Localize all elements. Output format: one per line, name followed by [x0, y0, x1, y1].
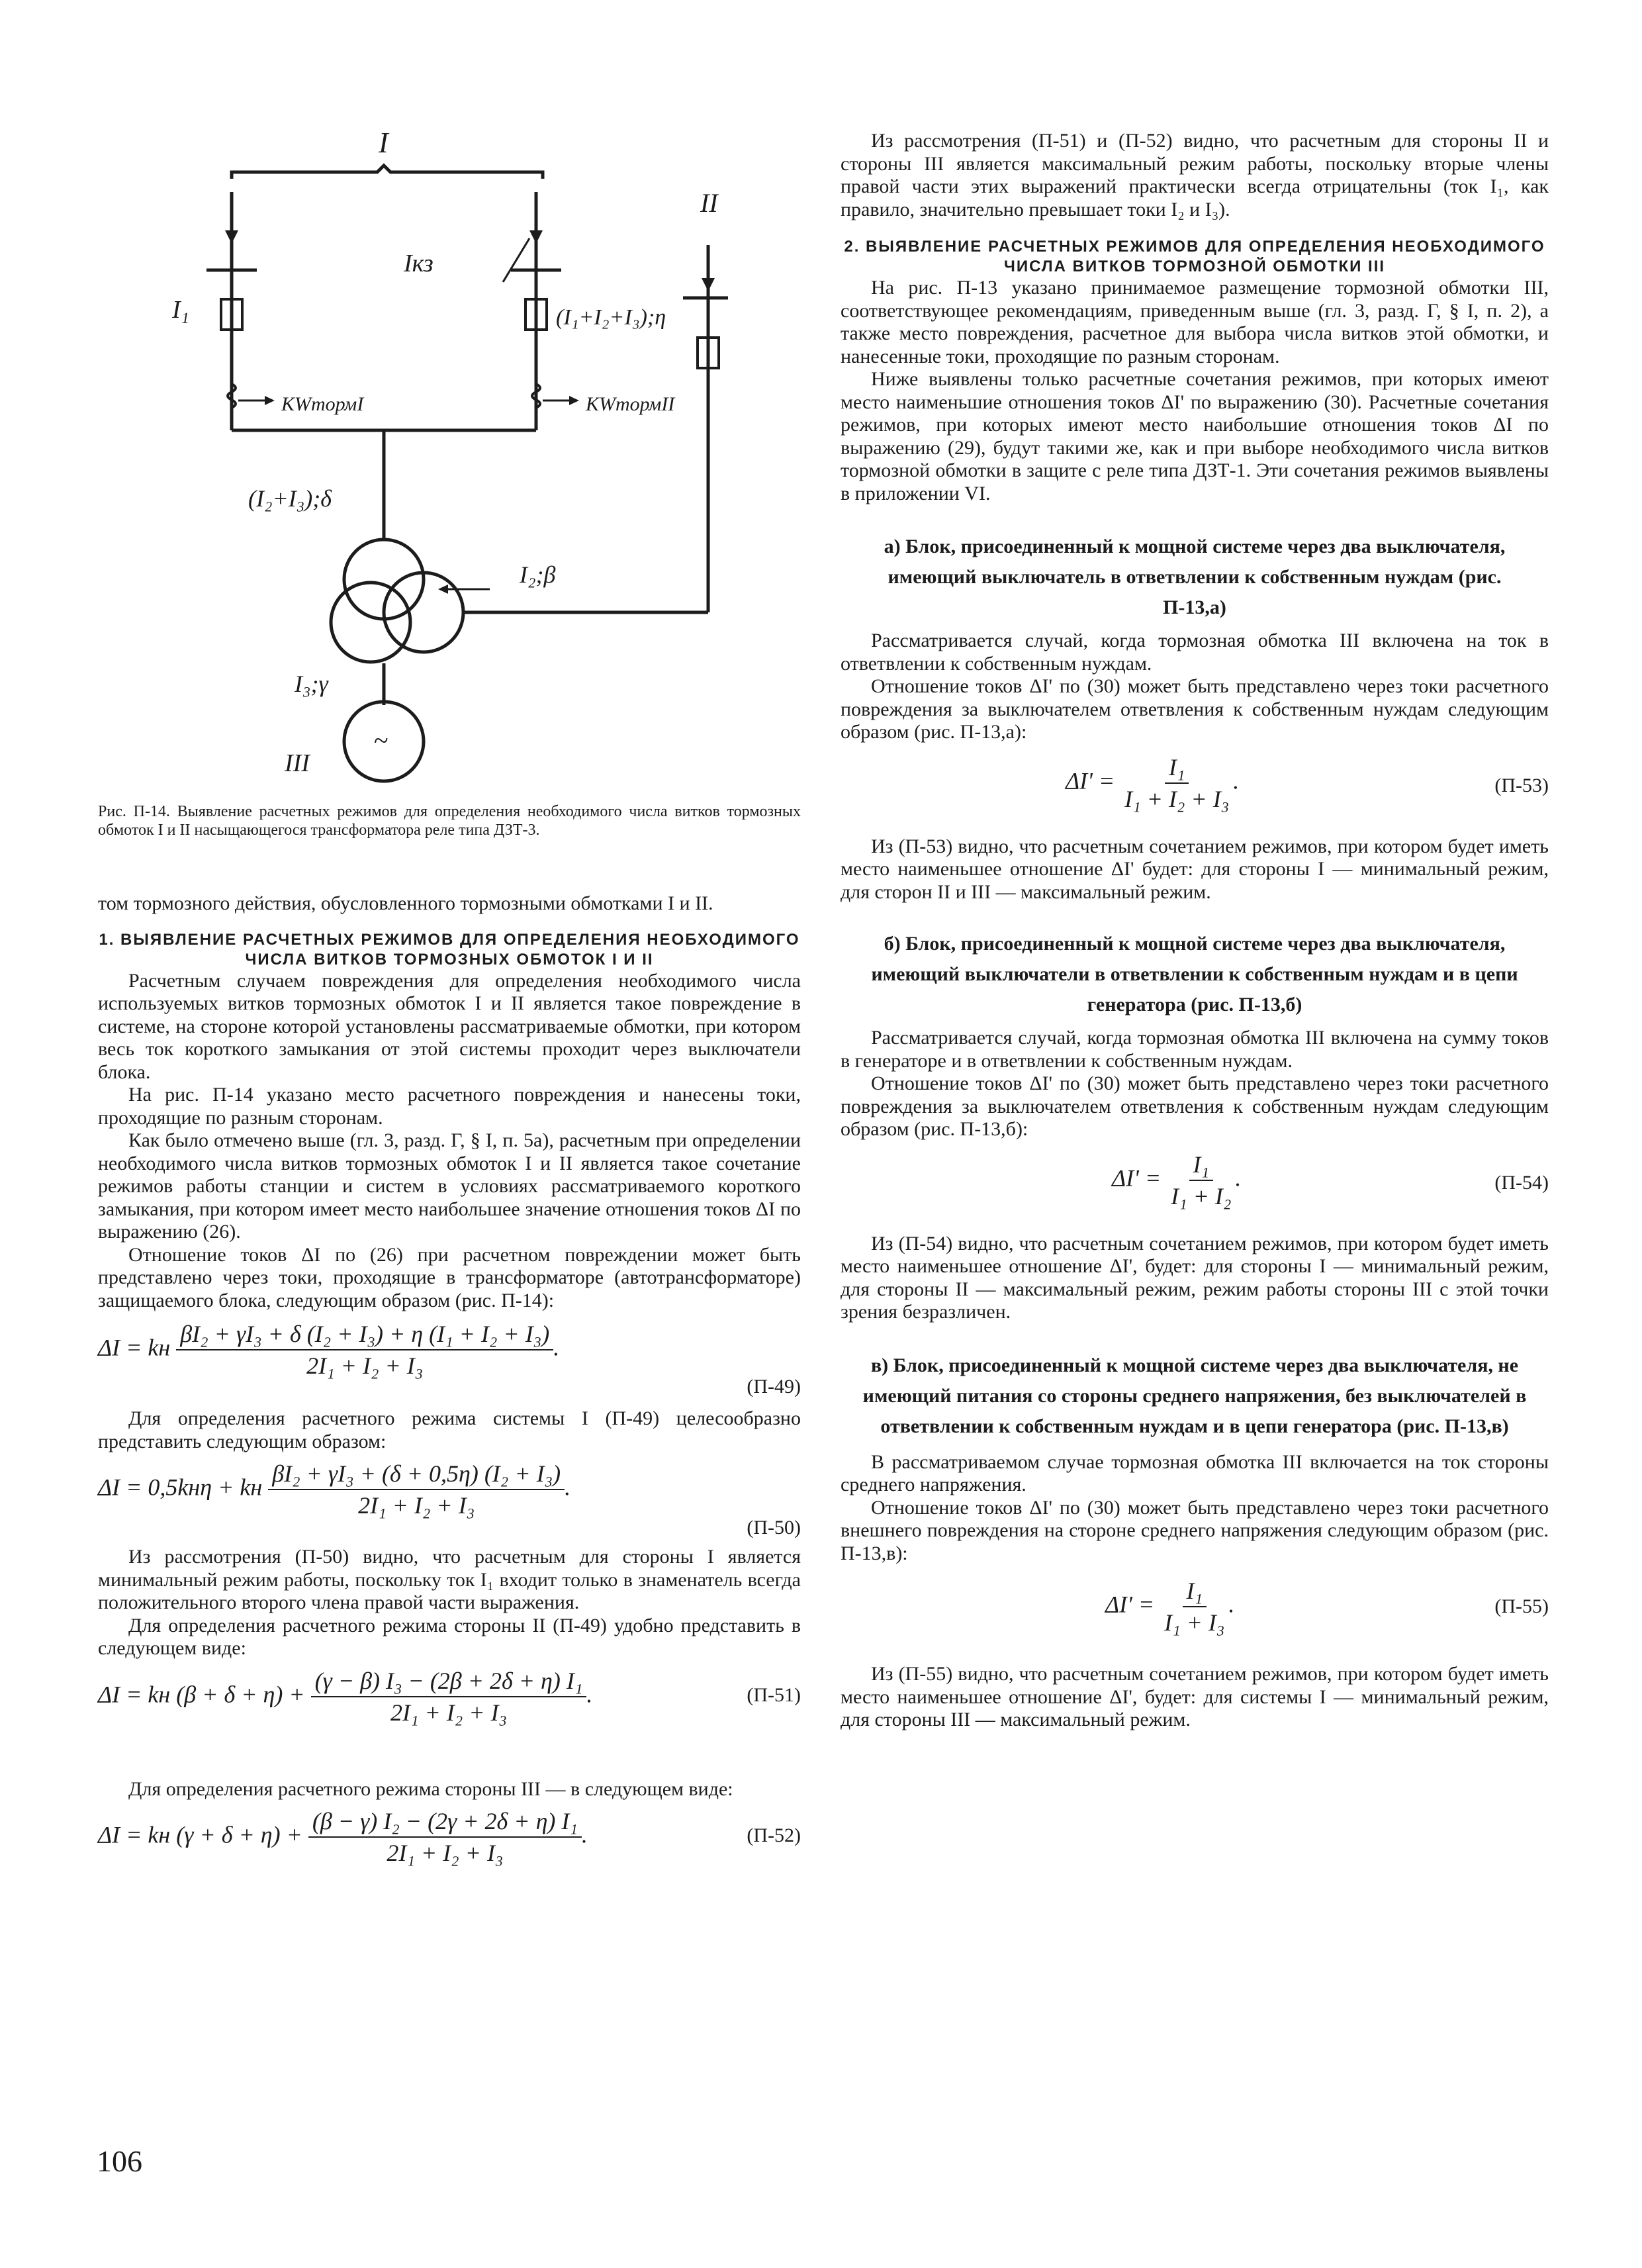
paragraph: Расчетным случаем повреждения для определения необходимого числа используемых витков тормозных обмоток I и II является такое повреждение в системе, на стороне которой установлены рассматриваемые обмотки, при котором весь ток короткого замыкания от этой системы проходит через выключатели блока.: [98, 969, 801, 1083]
paragraph: Отношение токов ΔI' по (30) может быть представлено через токи расчетного повреждения за выключателем ответвления к собственным нуждам следующим образом (рис. П-13,а):: [841, 675, 1549, 743]
subsection-heading-b: б) Блок, присоединенный к мощной системе через два выключателя, имеющий выключатели в ответвлении к собственным нуждам и в цепи генератора (рис. П-13,б): [871, 933, 1518, 1016]
subsection-heading-c: в) Блок, присоединенный к мощной системе через два выключателя, не имеющий питания со стороны среднего напряжения, без выключателей в ответвлении к собственным нуждам и в цепи генератора (рис. П-13,в): [862, 1354, 1527, 1437]
equation-number: (П-53): [1494, 774, 1549, 796]
formula-p51: ΔI = kн (β + δ + η) + $\frac{\text{(γ − β) I₃ − (2β + 2δ + η) I₁}}{\text{2I₁ + I₂ + I₃}}$ . (П-51): [98, 1667, 801, 1726]
paragraph: Рассматривается случай, когда тормозная обмотка III включена на ток в ответвлении к собственным нуждам.: [841, 630, 1549, 675]
equation-number: (П-50): [747, 1517, 801, 1538]
label-I1: I₁: [172, 296, 189, 324]
page-number: 106: [97, 2144, 142, 2178]
paragraph: Из рассмотрения (П-51) и (П-52) видно, что расчетным для стороны II и стороны III является максимальный режим работы, поскольку вторые члены правой части этих выражений практически всегда отрицательны (ток I₁, как правило, значительно превышает токи I₂ и I₃).: [841, 130, 1549, 220]
label-sum: (I₁+I₂+I₃);η: [556, 305, 666, 330]
bracket: [232, 165, 543, 179]
formula-p53: ΔI' = $\frac{\text{I₁}}{\text{I₁ + I₂ + I₃}}$ . (П-53): [1066, 753, 1549, 812]
paragraph: Рассматривается случай, когда тормозная обмотка III включена на сумму токов в генераторе и в ответвлении к собственным нуждам.: [841, 1027, 1549, 1072]
paragraph: На рис. П-14 указано место расчетного повреждения и нанесены токи, проходящие по разным сторонам.: [98, 1084, 801, 1129]
label-beta: I₂;β: [520, 561, 556, 588]
label-kw2: KWтормII: [586, 393, 675, 415]
label-kw1: KWтормI: [281, 393, 364, 415]
formula-p49: ΔI = kн $\frac{\text{βI₂ + γI₃ + δ (I₂ + I₃) + η (I₁ + I₂ + I₃)}}{\text{2I₁ + I₂ + I₃}}$ . (П-49): [98, 1321, 801, 1397]
subsection-heading-a: а) Блок, присоединенный к мощной системе через два выключателя, имеющий выключатель в ответвлении к собственным нуждам (рис. П-13,а): [884, 536, 1506, 618]
label-II: II: [700, 188, 718, 218]
paragraph: том тормозного действия, обусловленного тормозными обмотками I и II.: [98, 892, 713, 914]
paragraph: Для определения расчетного режима стороны II (П-49) удобно представить в следующем виде:: [98, 1614, 801, 1659]
generator-symbol: ~: [374, 726, 388, 755]
paragraph: Отношение токов ΔI по (26) при расчетном повреждении может быть представлено через токи, проходящие в трансформаторе (автотрансформаторе) защищаемого блока, следующим образом (рис. П-14):: [98, 1243, 801, 1311]
equation-number: (П-52): [747, 1824, 801, 1846]
section-heading-1: 1. ВЫЯВЛЕНИЕ РАСЧЕТНЫХ РЕЖИМОВ ДЛЯ ОПРЕДЕЛЕНИЯ НЕОБХОДИМОГО ЧИСЛА ВИТКОВ ТОРМОЗНЫХ ОБМОТОК I И II: [99, 930, 800, 969]
paragraph: Из (П-54) видно, что расчетным сочетанием режимов, при котором будет иметь место наименьшее отношение ΔI', будет: для стороны I — минимальный режим, для стороны II — максимальный режим, режим работы стороны III с этой точки зрения безразличен.: [841, 1232, 1549, 1323]
paragraph: В рассматриваемом случае тормозная обмотка III включается на ток стороны среднего напряжения.: [841, 1450, 1549, 1495]
paragraph: Для определения расчетного режима стороны III — в следующем виде:: [128, 1777, 733, 1800]
formula-p52: ΔI = kн (γ + δ + η) + $\frac{\text{(β − γ) I₂ − (2γ + 2δ + η) I₁}}{\text{2I₁ + I₂ + I₃}}$ . (П-52): [98, 1808, 801, 1866]
equation-number: (П-51): [747, 1683, 801, 1706]
paragraph: Для определения расчетного режима системы I (П-49) целесообразно представить следующим образом:: [98, 1407, 801, 1452]
equation-number: (П-49): [747, 1376, 801, 1397]
circuit-diagram-figure: [132, 126, 728, 794]
section-heading-2: 2. ВЫЯВЛЕНИЕ РАСЧЕТНЫХ РЕЖИМОВ ДЛЯ ОПРЕДЕЛЕНИЯ НЕОБХОДИМОГО ЧИСЛА ВИТКОВ ТОРМОЗНОЙ ОБМОТКИ III: [844, 238, 1545, 275]
paragraph: Как было отмечено выше (гл. 3, разд. Г, § I, п. 5а), расчетным при определении необходимого числа витков тормозных обмоток I и II является такое сочетание режимов работы станции и систем в условиях рассматриваемого короткого замыкания, при котором имеет место наибольшее значение отношения токов ΔI по выражению (26).: [98, 1129, 801, 1243]
figure-caption: Рис. П-14. Выявление расчетных режимов для определения необходимого числа витков тормозных обмоток I и II насыщающегося трансформатора реле типа ДЗТ-3.: [98, 803, 801, 839]
paragraph: На рис. П-13 указано принимаемое размещение тормозной обмотки III, соответствующее рекомендациям, приведенным выше (гл. 3, разд. Г, § I, п. 2), а также место повреждения, расчетное для выбора числа витков этой обмотки, и нанесенные токи, проходящие по разным сторонам.: [841, 277, 1549, 367]
paragraph: Из (П-53) видно, что расчетным сочетанием режимов, при котором будет иметь место наименьшее отношение ΔI' будет: для стороны I — минимальный режим, для сторон II и III — максимальный режим.: [841, 835, 1549, 903]
label-I: I: [379, 126, 388, 159]
formula-p55: ΔI' = $\frac{\text{I₁}}{\text{I₁ + I₃}}$ . (П-55): [1105, 1578, 1549, 1636]
label-III: III: [285, 749, 310, 777]
equation-number: (П-54): [1494, 1171, 1549, 1194]
formula-p54: ΔI' = $\frac{\text{I₁}}{\text{I₁ + I₂}}$ . (П-54): [1112, 1151, 1549, 1209]
label-gamma: I₃;γ: [295, 671, 328, 697]
equation-number: (П-55): [1494, 1595, 1549, 1617]
paragraph: Ниже выявлены только расчетные сочетания режимов, при которых имеют место наименьшие отношения токов ΔI' по выражению (30). Расчетные сочетания режимов, при которых имеют место наибольшие отношения токов ΔI по выражению (29), будут такими же, как и при выборе необходимого числа витков тормозной обмотки в защите с реле типа ДЗТ-1. Эти сочетания режимов выявлены в приложении VI.: [841, 368, 1549, 504]
formula-p50: ΔI = 0,5kнη + kн $\frac{\text{βI₂ + γI₃ + (δ + 0,5η) (I₂ + I₃)}}{\text{2I₁ + I₂ + I₃}}$ . (П-50): [98, 1460, 801, 1538]
label-Ikz: Iкз: [404, 250, 433, 277]
paragraph: Отношение токов ΔI' по (30) может быть представлено через токи расчетного повреждения за выключателем ответвления к собственным нуждам следующим образом (рис. П-13,б):: [841, 1072, 1549, 1140]
paragraph: Отношение токов ΔI' по (30) может быть представлено через токи расчетного внешнего повреждения на стороне среднего напряжения следующим образом (рис. П-13,в):: [841, 1496, 1549, 1564]
paragraph: Из рассмотрения (П-50) видно, что расчетным для стороны I является минимальный режим работы, поскольку ток I₁ входит только в знаменатель всегда положительного второго члена правой части выражения.: [98, 1546, 801, 1613]
label-delta: (I₂+I₃);δ: [248, 485, 332, 512]
paragraph: Из (П-55) видно, что расчетным сочетанием режимов, при котором будет иметь место наименьшее отношение ΔI', будет: для системы I — минимальный режим, для стороны III — максимальный режим.: [841, 1663, 1549, 1730]
